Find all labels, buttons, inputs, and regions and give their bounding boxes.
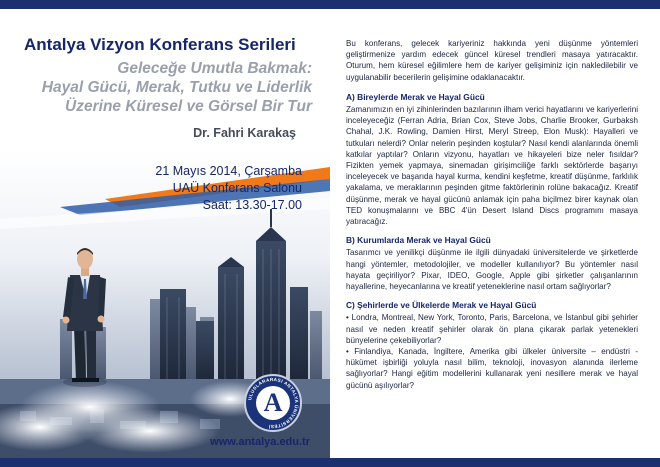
section-heading: C) Şehirlerde ve Ülkelerde Merak ve Hayal Gücü <box>346 300 537 311</box>
series-title: Antalya Vizyon Konferans Serileri <box>24 35 296 54</box>
subtitle-line: Hayal Gücü, Merak, Tutku ve Liderlik <box>41 79 312 96</box>
section-c <box>346 300 638 391</box>
university-seal-icon <box>244 374 302 432</box>
event-time: Saat: 13.30-17.00 <box>202 198 302 212</box>
seal-letter: A <box>263 388 283 417</box>
section-a <box>346 92 638 227</box>
bottom-border-bar <box>0 458 660 467</box>
intro-paragraph: Bu konferans, gelecek kariyeriniz hakkında yeni düşünme yöntemleri geliştirmenize yardım edecek güncel küresel trendleri masaya yatıracaktır. Oturum, hem küresel eğilimlere hem de kariyer gelişiminiz için nakledilebilir ve uygulanabilir becerilerin gelişimine odaklanacaktır. <box>346 39 638 82</box>
section-body: Tasarımcı ve yenilikçi düşünme ile ilgili dünyadaki üniversitelerde ve şirketlerde hangi yöntemler, metodolojiler, ve modeller kullanılıyor? Bu yöntemler nasıl hayata geçiriliyor? Pixar, IDEO, Google, Apple gibi şirketler çalışanlarının hayallerine, heyecanlarına ve kreatif yeteneklerine nasıl ortam sağlıyorlar? <box>346 248 638 292</box>
svg-text:ULUSLARARASI ANTALYA ÜNİVERSİT <box>247 377 300 430</box>
section-body: Zamanımızın en iyi zihinlerinden bazılarının ilham verici hayatlarını ve kariyerlerini inceleyeceğiz (Ferran Adria, Brian Cox, Steve Jobs, Charlie Brooker, Gurbaksh Chahal, J.K. Rowling, Damien Hirst, Meryl Streep, Elon Musk): Hayalleri ve tutkuları nelerdi? Onlar nelerin peşinden koştular? Nasıl kendi alanlarında önemli katkılar yaptılar? Onların vizyonu, hayatları ve hikayeleri bize neler fısıldar? Fizikten yemek yapmaya, sinemadan girişimciliğe farklı sektörlerde başarıyı inceleyecek ve başarıda hayal kurma, kendini keşfetme, kreatif düşünme, farklılık yakalama, ve meraklarının peşinden gitme faktörlerinin rolüne bakacağız. Kreatif düşünme, merak ve hayal gücünü anlamak için paha biçilmez birer kaynak olan TED konuşmalarını ve BBC 4'ün Desert Island Discs programını masaya yatıracağız. <box>346 105 638 227</box>
section-b <box>346 235 638 292</box>
seal-ring-text: ULUSLARARASI ANTALYA ÜNİVERSİTESİ <box>247 376 300 430</box>
seal-ring <box>244 374 302 432</box>
event-venue: UAÜ Konferans Salonu <box>172 181 302 195</box>
talk-subtitle <box>12 59 312 116</box>
top-border-bar <box>0 0 660 9</box>
website-link[interactable]: www.antalya.edu.tr <box>210 436 310 448</box>
event-details <box>155 163 302 214</box>
section-heading: A) Bireylerde Merak ve Hayal Gücü <box>346 91 485 102</box>
poster-left-panel <box>0 9 330 458</box>
bullet-item: • Londra, Montreal, New York, Toronto, Paris, Barcelona, ve İstanbul gibi şehirler nasıl ve neden kreatif şehirler olarak ön plana çıkarak parlak yetenekleri bünyelerine çekebiliyorlar? <box>346 313 638 345</box>
subtitle-line: Geleceğe Umutla Bakmak: <box>117 60 312 77</box>
subtitle-line: Üzerine Küresel ve Görsel Bir Tur <box>65 98 312 115</box>
speaker-name: Dr. Fahri Karakaş <box>193 126 296 140</box>
section-heading: B) Kurumlarda Merak ve Hayal Gücü <box>346 235 491 246</box>
bullet-item: • Finlandiya, Kanada, İngiltere, Amerika gibi ülkeler üniversite – endüstri - hükümet işbirliği yoluyla nasıl bilim, teknoloji, inovasyon alanında ilerleme sağlıyorlar? Hangi eğitim modellerini kullanarak yeni nesillere merak ve hayal gücünü aşılıyorlar? <box>346 347 638 390</box>
poster-right-panel <box>346 38 638 399</box>
event-date: 21 Mayıs 2014, Çarşamba <box>155 164 302 178</box>
